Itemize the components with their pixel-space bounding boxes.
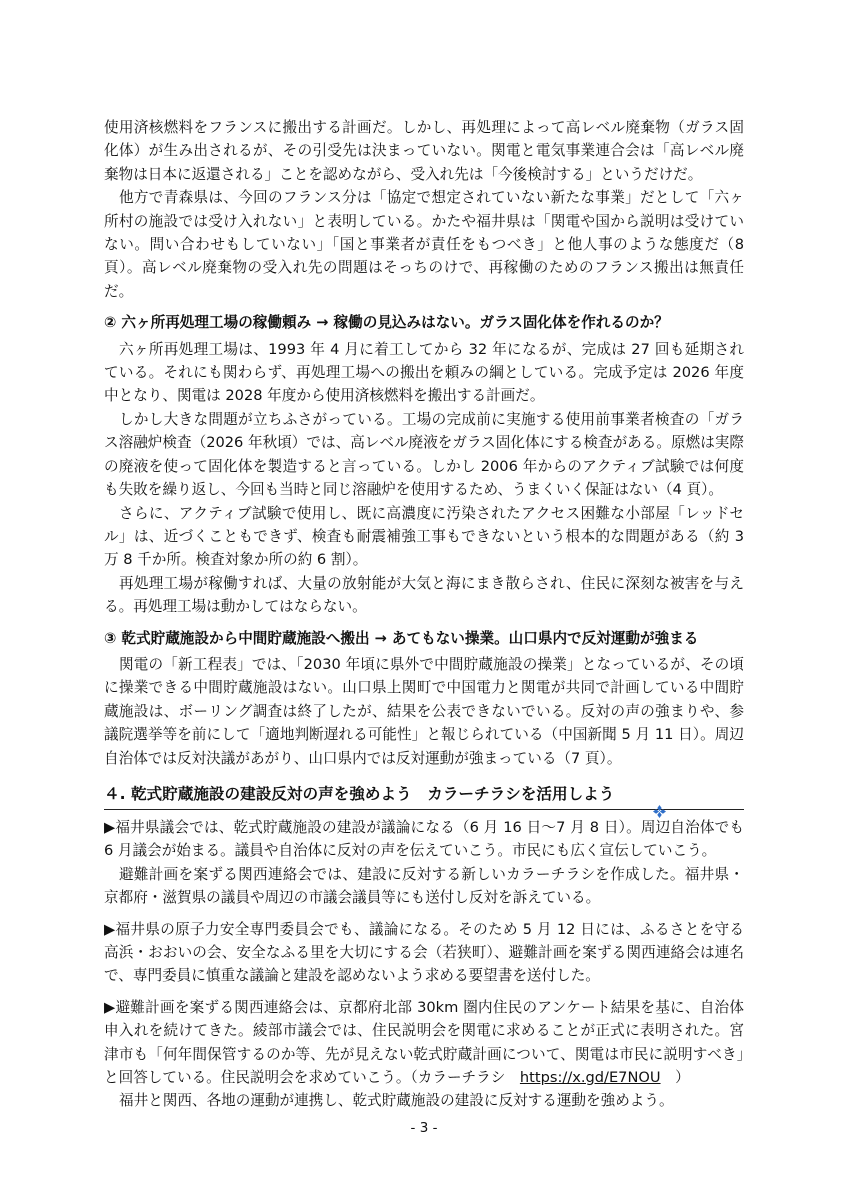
bullet-text: ▶避難計画を案ずる関西連絡会は、京都府北部 30km 圏内住民のアンケート結果を基に、自治体申入れを続けてきた。綾部市議会では、住民説明会を関電に求めることが正式に表明された。宮津市も「何年間保管するのか等、先が見えない乾式貯蔵計画について、関電は市民に説明すべき」と回答している。住民説明会を求めていこう。（カラーチラシ	[104, 998, 744, 1087]
body-paragraph: 六ヶ所再処理工場は、1993 年 4 月に着工してから 32 年になるが、完成は 27 回も延期されている。それにも関わらず、再処理工場への搬出を頼みの綱としている。完成予定は 2026 年度中となり、関電は 2028 年度から使用済核燃料を搬出する計画だ。	[104, 340, 744, 405]
flyer-link[interactable]: https://x.gd/E7NOU	[519, 1069, 661, 1087]
body-paragraph: しかし大きな問題が立ちふさがっている。工場の完成前に実施する使用前事業者検査の「ガラス溶融炉検査（2026 年秋頃）では、高レベル廃液をガラス固化体にする検査がある。原燃は実際の廃液を使って固化体を製造すると言っている。しかし 2006 年からのアクティブ試験では何度も失敗を繰り返し、今回も当時と同じ溶融炉を使用するため、うまくいく保証はない（4 頁）。	[104, 410, 744, 499]
bullet-paragraph	[104, 996, 744, 1090]
body-paragraph: 避難計画を案ずる関西連絡会では、建設に反対する新しいカラーチラシを作成した。福井県・京都府・滋賀県の議員や周辺の市議会議員等にも送付し反対を訴えている。	[104, 865, 744, 907]
body-paragraph: 使用済核燃料をフランスに搬出する計画だ。しかし、再処理によって高レベル廃棄物（ガラス固化体）が生み出されるが、その引受先は決まっていない。関電と電気事業連合会は「高レベル廃棄物は日本に返還される」ことを認めながら、受入れ先は「今後検討する」というだけだ。	[104, 119, 744, 183]
bullet-paragraph: ▶福井県の原子力安全専門委員会でも、議論になる。そのため 5 月 12 日には、ふるさとを守る高浜・おおいの会、安全なふる里を大切にする会（若狭町）、避難計画を案ずる関西連絡会は連名で、専門委員に慎重な議論と建設を認めないよう求める要望書を送付した。	[104, 920, 744, 985]
bullet-paragraph: ▶福井県議会では、乾式貯蔵施設の建設が議論になる（6 月 16 日～7 月 8 日）。周辺自治体でも 6 月議会が始まる。議員や自治体に反対の声を伝えていこう。市民にも広く宣伝していこう。	[104, 818, 744, 860]
body-paragraph: 再処理工場が稼働すれば、大量の放射能が大気と海にまき散らされ、住民に深刻な被害を与える。再処理工場は動かしてはならない。	[104, 574, 744, 616]
four-diamond-icon	[653, 805, 666, 818]
body-paragraph: さらに、アクティブ試験で使用し、既に高濃度に汚染されたアクセス困難な小部屋「レッドセル」は、近づくこともできず、検査も耐震補強工事もできないという根本的な問題がある（約 3 万 8 千か所。検査対象か所の約 6 割）。	[104, 504, 744, 569]
closing-paragraph: 福井と関西、各地の運動が連携し、乾式貯蔵施設の建設に反対する運動を強めよう。	[119, 1092, 674, 1110]
section-heading-3: ③ 乾式貯蔵施設から中間貯蔵施設へ搬出 → あてもない操業。山口県内で反対運動が強まる	[104, 629, 699, 647]
chapter-heading-text: ４. 乾式貯蔵施設の建設反対の声を強めよう カラーチラシを活用しよう	[104, 784, 615, 803]
section-heading-2: ② 六ヶ所再処理工場の稼働頼み → 稼働の見込みはない。ガラス固化体を作れるのか？	[104, 314, 669, 332]
body-paragraph: 他方で青森県は、今回のフランス分は「協定で想定されていない新たな事業」だとして「六ヶ所村の施設では受け入れない」と表明している。かたや福井県は「関電や国から説明は受けていない。問い合わせもしていない」「国と事業者が責任をもつべき」と他人事のような態度だ（8 頁）。高レベル廃棄物の受入れ先の問題はそっちのけで、再稼働のためのフランス搬出は無責任だ。	[104, 189, 744, 300]
bullet-tail: ）	[660, 1069, 690, 1087]
chapter-heading-4	[104, 782, 744, 810]
body-paragraph: 関電の「新工程表」では、「2030 年頃に県外で中間貯蔵施設の操業」となっているが、その頃に操業できる中間貯蔵施設はない。山口県上関町で中国電力と関電が共同で計画している中間貯蔵施設は、ボーリング調査は終了したが、結果を公表できないでいる。反対の声の強まりや、参議院選挙等を前にして「適地判断遅れる可能性」と報じられている（中国新聞 5 月 11 日）。周辺自治体では反対決議があがり、山口県内では反対運動が強まっている（7 頁）。	[104, 655, 744, 767]
document-body	[104, 116, 744, 1113]
page-number: - 3 -	[410, 1120, 438, 1136]
